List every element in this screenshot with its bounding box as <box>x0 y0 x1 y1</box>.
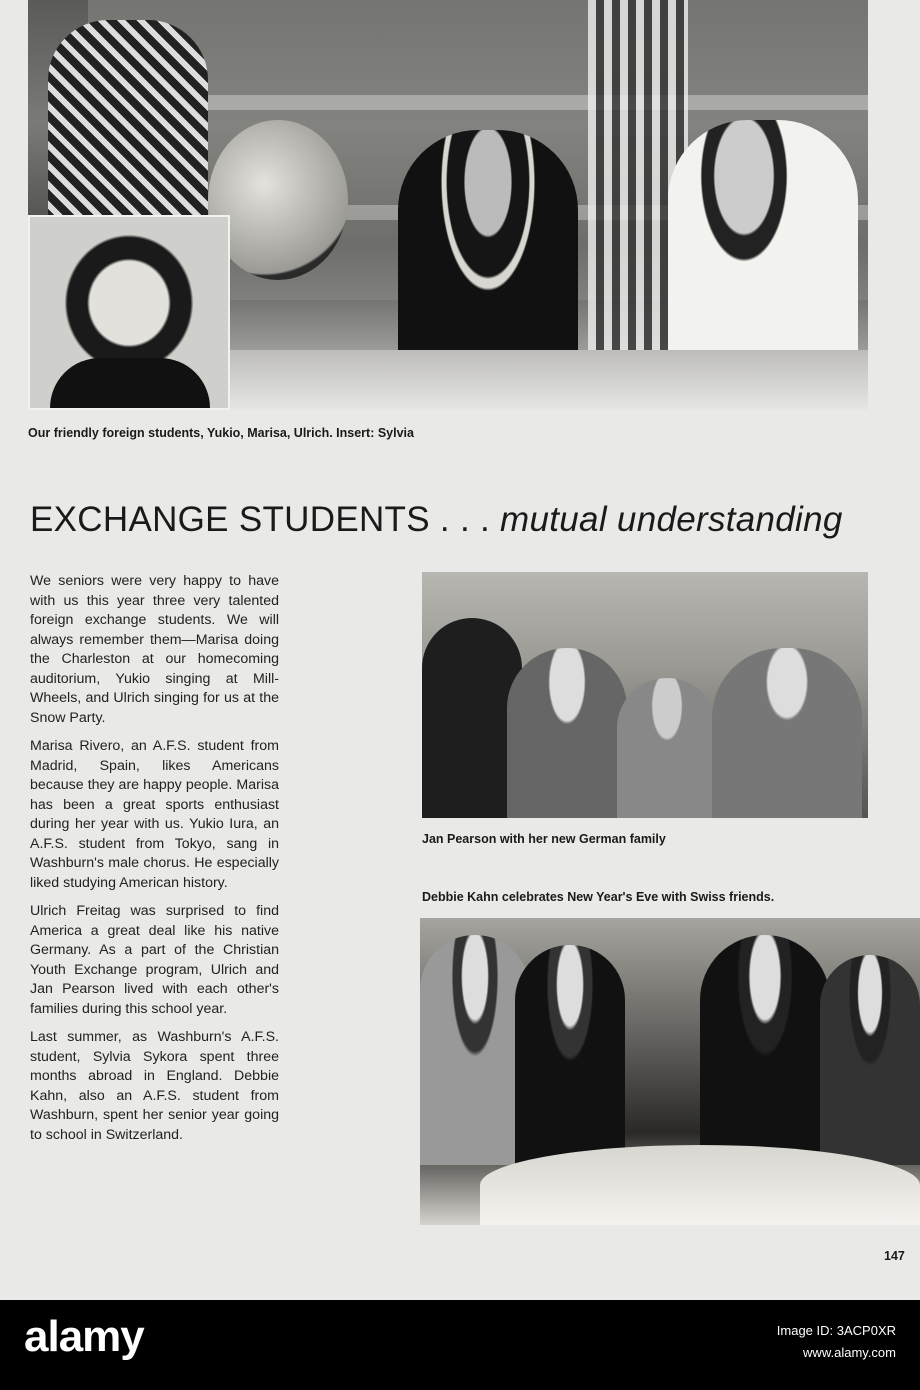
photo-insert-sylvia <box>28 215 230 410</box>
figure <box>420 935 530 1165</box>
watermark-info <box>777 1320 896 1364</box>
caption-german-family: Jan Pearson with her new German family <box>422 832 666 846</box>
figure <box>712 648 862 818</box>
photo-german-family <box>422 572 868 818</box>
paragraph: Marisa Rivero, an A.F.S. student from Madrid, Spain, likes Americans because they are happy people. Marisa has been a great sports enthusiast during her year with us. Yukio Iura, an A.F.S. student from Tokyo, sang in Washburn's male chorus. He especially liked studying American history. <box>30 738 279 891</box>
figure <box>820 955 920 1165</box>
title-main: EXCHANGE STUDENTS . . . <box>30 500 501 539</box>
title-subtitle: mutual understanding <box>500 500 843 539</box>
caption-top-photo: Our friendly foreign students, Yukio, Marisa, Ulrich. Insert: Sylvia <box>28 426 414 440</box>
figure-yukio <box>48 20 208 220</box>
paragraph: Last summer, as Washburn's A.F.S. student, Sylvia Sykora spent three months abroad in England. Debbie Kahn, also an A.F.S. student from Washburn, spent her senior year going to school in Switzerland. <box>30 1029 279 1143</box>
party-table <box>480 1145 920 1225</box>
paragraph: We seniors were very happy to have with us this year three very talented foreign exchange students. We will always remember them—Marisa doing the Charleston at our homecoming auditorium, Yukio singing at Mill-Wheels, and Ulrich singing for us at the Snow Party. <box>30 573 279 726</box>
image-id: Image ID: 3ACP0XR <box>776 1323 896 1338</box>
watermark-url: www.alamy.com <box>803 1345 896 1360</box>
figure <box>617 678 717 818</box>
watermark-logo: alamy <box>24 1312 144 1361</box>
desk <box>228 350 868 410</box>
caption-swiss-friends: Debbie Kahn celebrates New Year's Eve with Swiss friends. <box>422 890 775 904</box>
figure <box>700 935 830 1165</box>
figure <box>515 945 625 1165</box>
figure-sylvia <box>50 358 210 408</box>
figure <box>507 648 627 818</box>
watermark-bar <box>0 1300 920 1390</box>
article-body <box>30 572 279 1154</box>
page-number: 147 <box>884 1249 905 1263</box>
paragraph: Ulrich Freitag was surprised to find America a great deal like his native Germany. As a part of the Christian Youth Exchange program, Ulrich and Jan Pearson lived with each other's families during this school year. <box>30 903 279 1017</box>
photo-swiss-friends <box>420 918 920 1225</box>
page-title <box>30 500 843 540</box>
